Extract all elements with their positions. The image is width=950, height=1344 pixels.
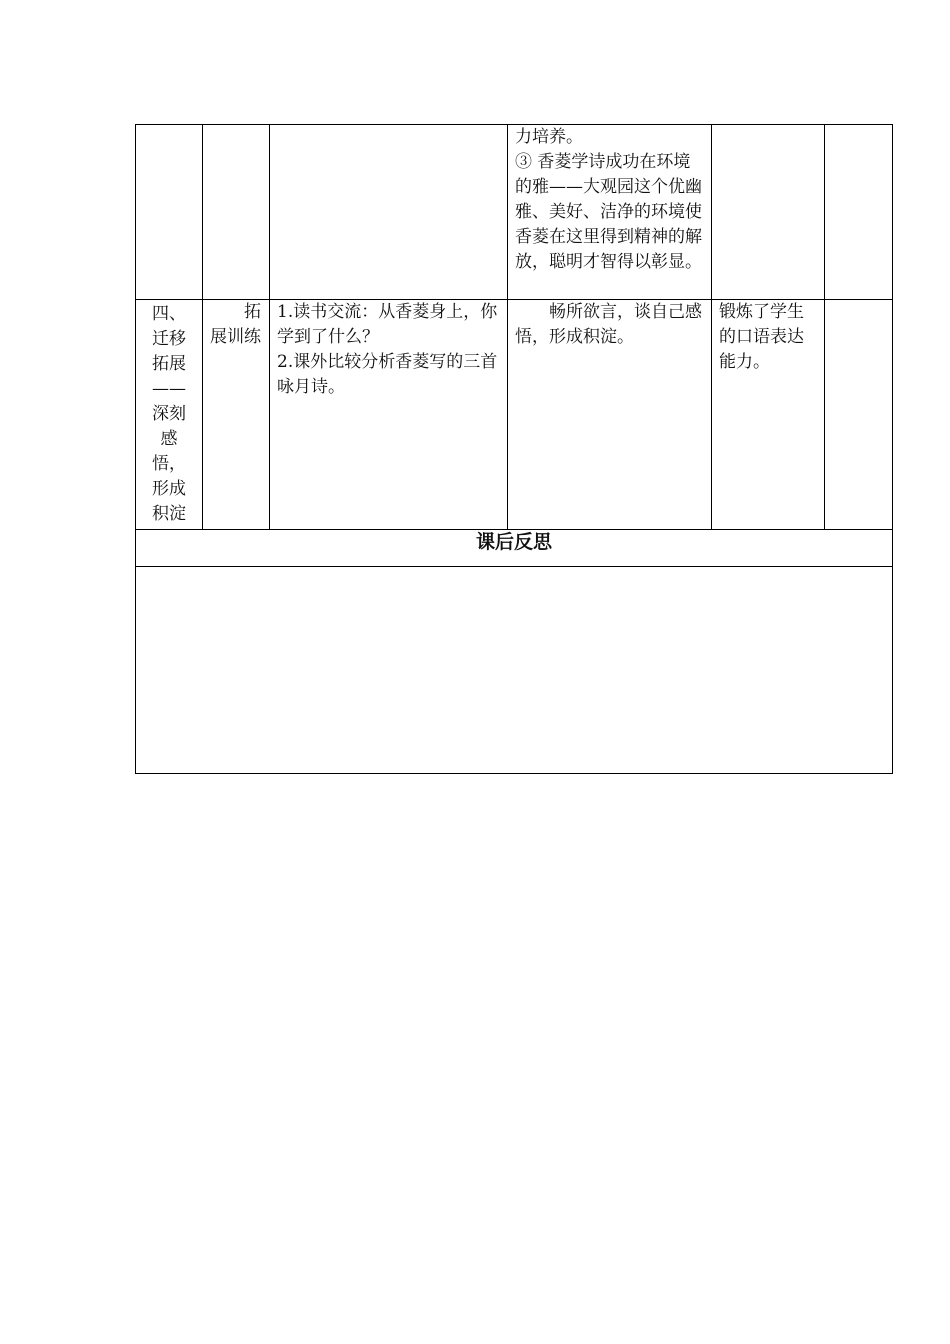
stage-cell-empty [136,125,203,300]
reflection-body-row [136,567,893,774]
teacher-cell [270,300,508,530]
stage-cell [136,300,203,530]
stage-line: 迁移 [152,329,186,349]
intent-cell-empty [712,125,825,300]
reflection-heading-cell [136,530,893,567]
stage-line: —— [152,379,186,399]
teacher-line: 1.读书交流：从香菱身上，你学到了什么？ [277,302,498,347]
notes-cell-empty [825,125,893,300]
method-line: ③ 香菱学诗成功在环境的雅——大观园这个优幽雅、美好、洁净的环境使香菱在这里得到精神的解放，聪明才智得以彰显。 [515,152,702,272]
reflection-heading-row [136,530,893,567]
stage-line: 悟， [152,454,186,474]
stage-line: 感 [160,429,178,449]
method-cell [508,125,712,300]
activity-cell: 拓展训练 [203,300,270,530]
teacher-cell-empty [270,125,508,300]
stage-line: 积淀 [152,504,186,524]
notes-cell-empty [825,300,893,530]
reflection-heading: 课后反思 [475,531,552,553]
stage-line: 深刻 [152,404,186,424]
teacher-line: 2.课外比较分析香菱写的三首咏月诗。 [277,352,498,397]
stage-line: 形成 [152,479,186,499]
lesson-plan-table [135,124,893,774]
stage-line: 拓展 [152,354,186,374]
continued-row [136,125,893,300]
intent-cell: 锻炼了学生的口语表达能力。 [712,300,825,530]
student-cell: 畅所欲言，谈自己感悟，形成积淀。 [508,300,712,530]
stage-line: 四、 [152,304,186,324]
method-line: 力培养。 [515,127,583,147]
activity-cell-empty [203,125,270,300]
reflection-content [136,567,893,774]
extension-row [136,300,893,530]
